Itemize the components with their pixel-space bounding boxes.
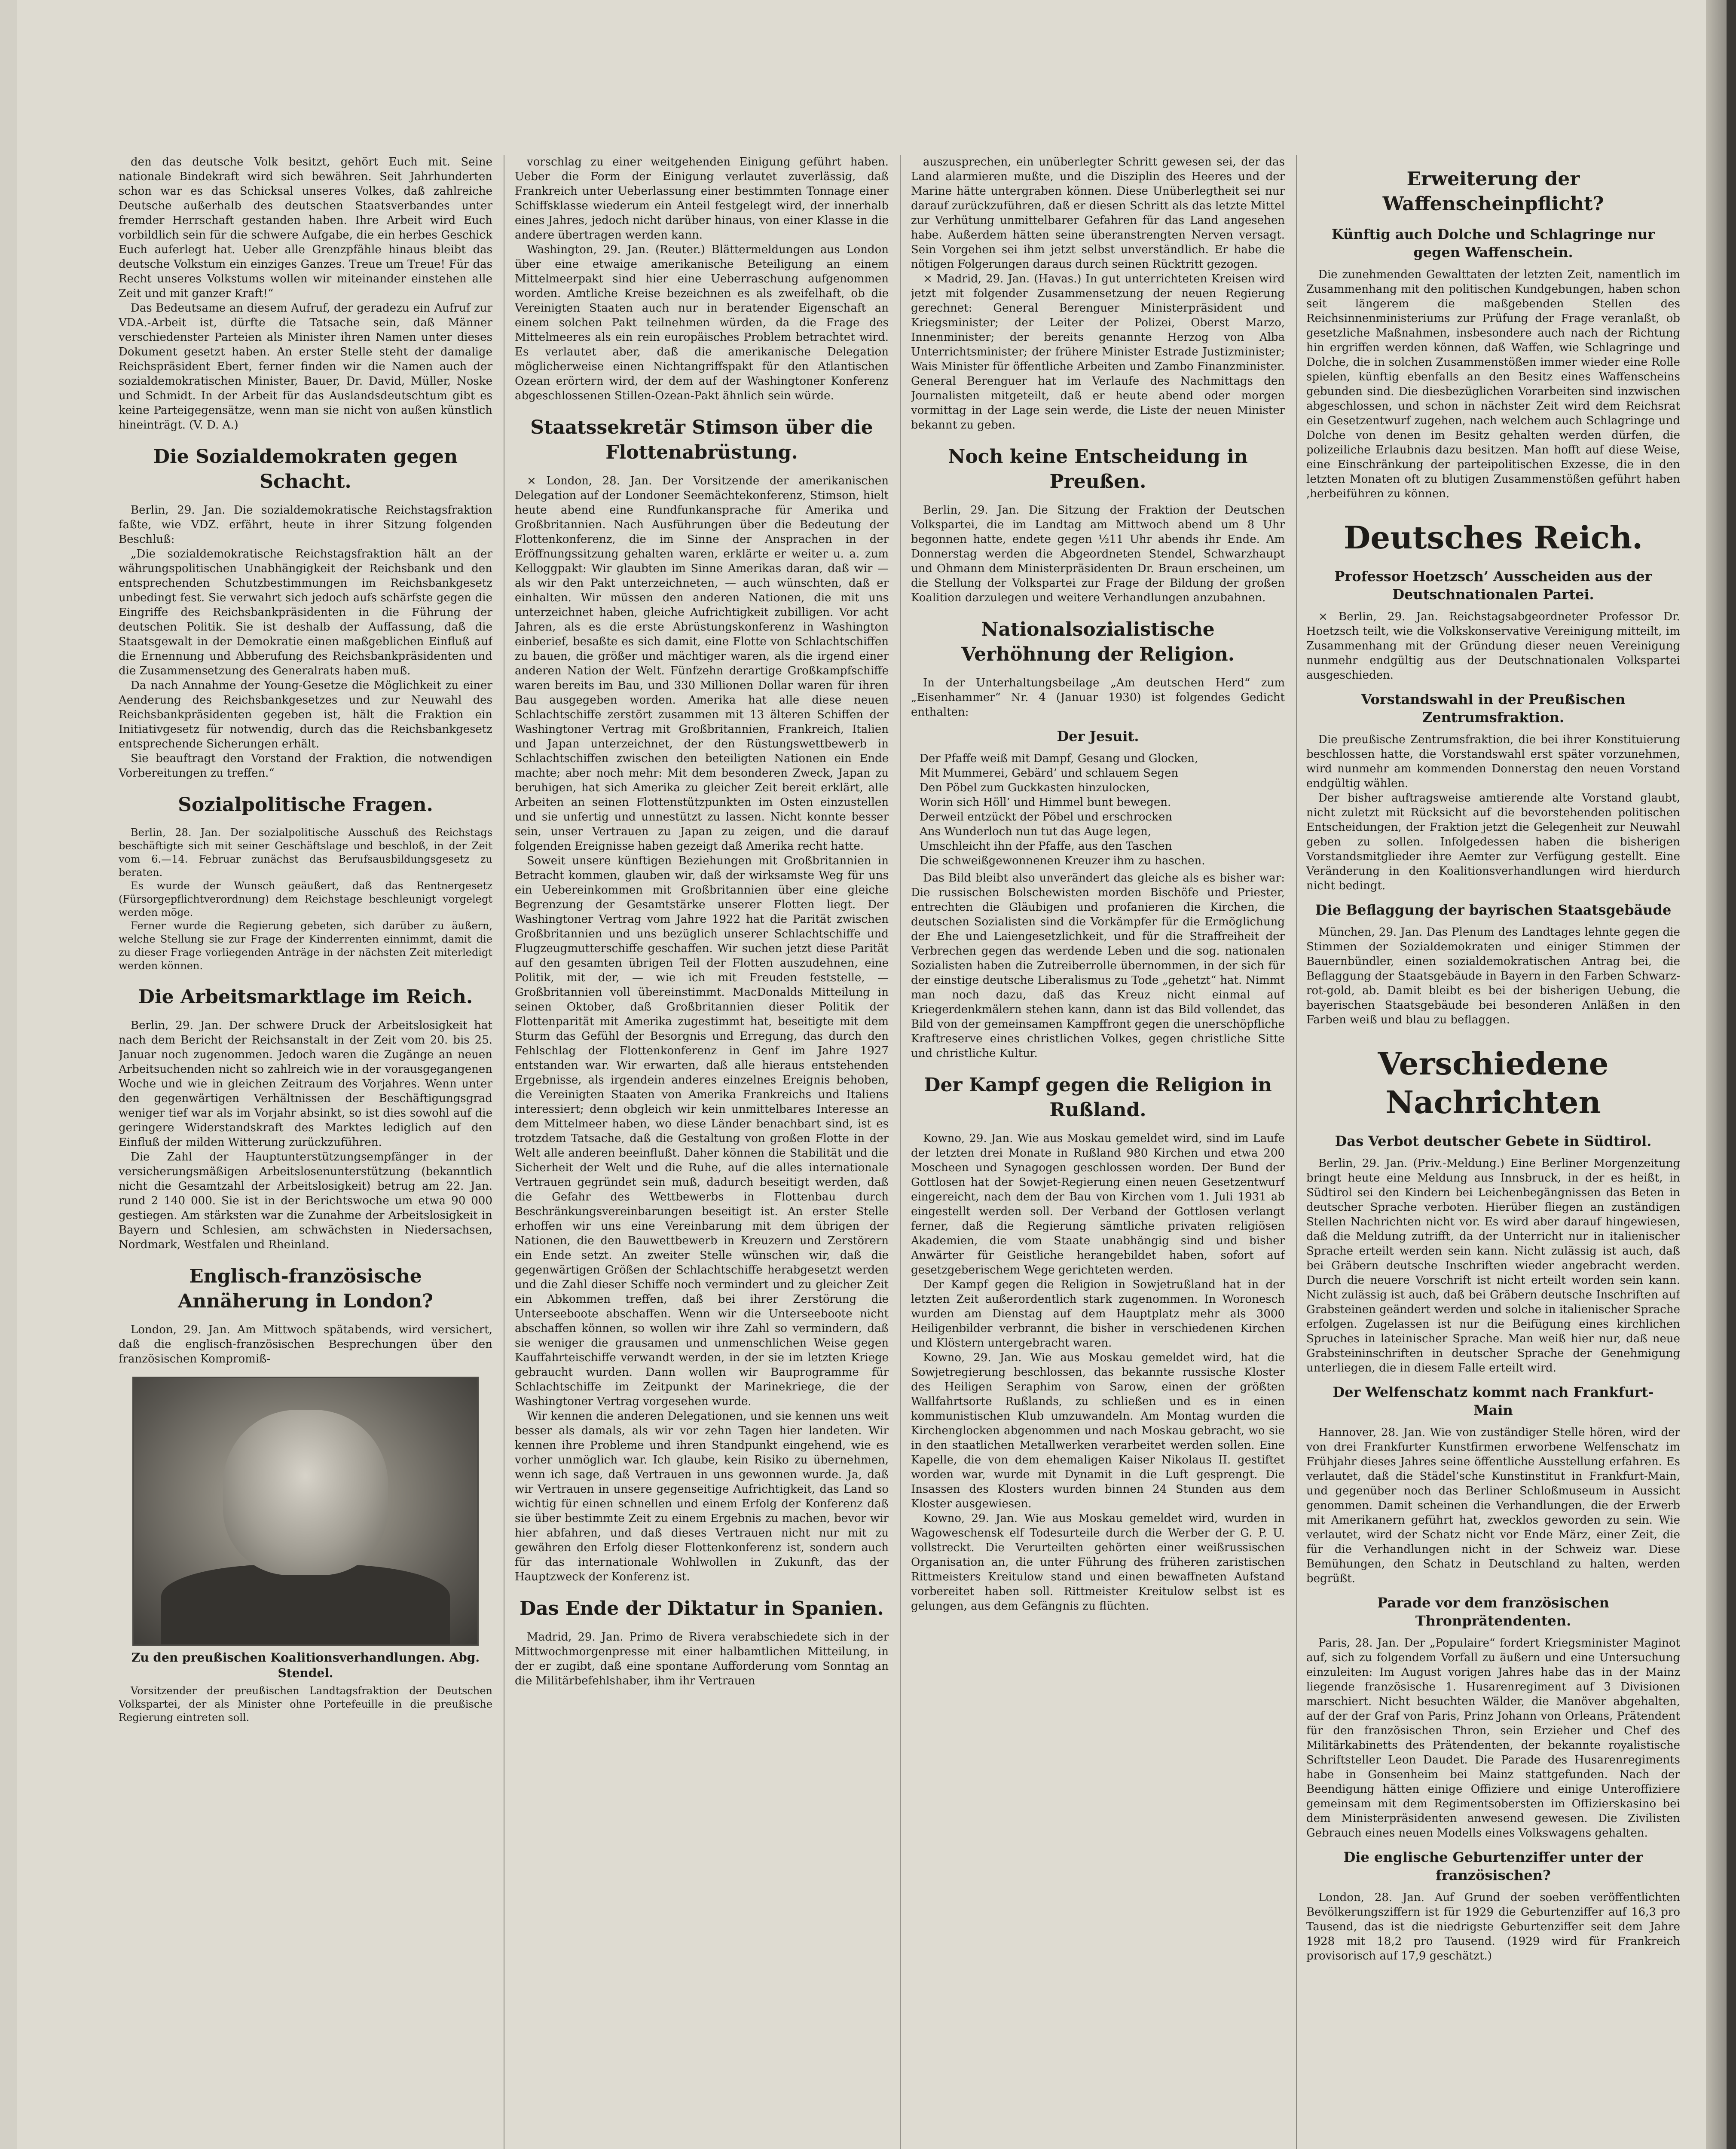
- article-paragraph: × London, 28. Jan. Der Vorsitzende der amerikanischen Delegation auf der Londoner Seemächtekonferenz, Stimson, hielt heute abend eine Rundfunkansprache für Amerika und Großbritannien. Nach Ausführungen über die Bedeutung der Flottenkonferenz, die im Sinne der Ansprachen in der Eröffnungssitzung gehalten waren, erklärte er weiter u. a. zum Kelloggpakt: Wir glaubten im Sinne Amerikas daran, daß wir — als wir den Pakt unterzeichneten, — auch wünschten, daß er einhalten. Wir müssen den anderen Nationen, die mit uns unterzeichnet haben, gleiche Aufrichtigkeit zubilligen. Vor acht Jahren, als es die erste Abrüstungskonferenz in Washington einberief, besaßte es sich damit, eine Flotte von Schlachtschiffen zu bauen, die größer und mächtiger waren, als die irgend einer anderen Nation der Welt. Fünfzehn derartige Großkampfschiffe waren bereits im Bau, und 330 Millionen Dollar waren für ihren Bau ausgegeben worden. Amerika hat alle diese neuen Schlachtschiffe zerstört zusammen mit 13 älteren Schiffen der Washingtoner Vertrag mit Großbritannien, Frankreich, Italien und Japan unterzeichnet, der den Rüstungswettbewerb in Schlachtschiffen zwischen den beteiligten Nationen ein Ende machte; aber noch mehr: Mit dem besonderen Zweck, Japan zu beruhigen, hat sich Amerika zu gleicher Zeit bereit erklärt, alle Arbeiten an seinen Flottenstützpunkten im Osten einzustellen und sie unfertig und unnestützt zu lassen. Nicht konnte besser sein, unser Vertrauen zu Japan zu zeigen, und die darauf folgenden Ereignisse haben gezeigt daß Amerika recht hatte.: [515, 474, 889, 853]
- column-3: [911, 155, 1285, 2149]
- article-paragraph: Es wurde der Wunsch geäußert, daß das Rentnergesetz (Fürsorgepflichtverordnung) dem Reichstage beschleunigt vorgelegt werden möge.: [119, 880, 492, 918]
- article-subheadline: Der Welfenschatz kommt nach Frankfurt-Main: [1333, 1384, 1654, 1418]
- page-spine-edge: [1727, 0, 1736, 2149]
- article-paragraph: Da nach Annahme der Young-Gesetze die Möglichkeit zu einer Aenderung des Reichsbankgesetzes und zur Neuwahl des Reichsbankpräsidenten gegeben ist, hält die Fraktion ein Initiativgesetz für notwendig, durch das die Reichsbankgesetz entsprechende Sicherungen erhält.: [119, 679, 492, 750]
- article-subheadline: Die Beflaggung der bayrischen Staatsgebäude: [1315, 902, 1672, 918]
- column-divider: [1296, 155, 1297, 2149]
- article-headline: Der Kampf gegen die Religion in Rußland.: [924, 1074, 1272, 1121]
- article-paragraph: auszusprechen, ein unüberlegter Schritt gewesen sei, der das Land alarmieren mußte, und die Disziplin des Heeres und der Marine hätte untergraben können. Diese Unüberlegtheit sei nur darauf zurückzuführen, daß er diesen Schritt als das letzte Mittel zur Verhütung unmittelbarer Gefahren für das Land angesehen habe. Außerdem hätten seine überanstrengten Nerven versagt. Sein Vorgehen sei ihm jetzt selbst unverständlich. Er habe die nötigen Folgerungen daraus durch seinen Rücktritt gezogen.: [911, 156, 1285, 271]
- poem-line: Derweil entzückt der Pöbel und erschrocken: [920, 811, 1173, 823]
- poem-line: Ans Wunderloch nun tut das Auge legen,: [920, 825, 1152, 838]
- poem-line: Der Pfaffe weiß mit Dampf, Gesang und Glocken,: [920, 752, 1198, 765]
- article-paragraph: Das Bild bleibt also unverändert das gleiche als es bisher war: Die russischen Bolschewisten morden Bischöfe und Priester, entrechten die Gläubigen und profanieren die Kirchen, die deutschen Sozialisten sind die Vorkämpfer für die Ermöglichung der Ehe und Laiengesetzlichkeit, und für die Straffreiheit der Verbrechen gegen das werdende Leben und die sog. nationalen Sozialisten haben die Zutreiberrolle übernommen, in der sich für der einstige deutsche Liberalismus zu Tode „gehetzt“ hat. Nimmt man noch dazu, daß das Kreuz nicht einmal auf Kriegerdenkmälern stehen kann, dann ist das Bild vollendet, das Bild von der gemeinsamen Kampffront gegen die unerschöpfliche Kraftreserve eines christlichen Volkes, gegen christliche Sitte und christliche Kultur.: [911, 872, 1285, 1060]
- article-paragraph: In der Unterhaltungsbeilage „Am deutschen Herd“ zum „Eisenhammer“ Nr. 4 (Januar 1930) ist folgendes Gedicht enthalten:: [911, 677, 1285, 719]
- article-paragraph: Die zunehmenden Gewalttaten der letzten Zeit, namentlich im Zusammenhang mit den politischen Kundgebungen, haben schon seit längerem die maßgebenden Stellen des Reichsinnenministeriums zur Prüfung der Frage veranlaßt, ob gesetzliche Maßnahmen, insbesondere auch nach der Richtung hin ergriffen werden können, daß Waffen, wie Schlagringe und Dolche, die in solchen Zusammenstößen immer wieder eine Rolle spielen, künftig ebenfalls an den Besitz eines Waffenscheins gebunden sind. Die diesbezüglichen Vorarbeiten sind inzwischen abgeschlossen, und schon in nächster Zeit wird dem Reichsrat ein Gesetzentwurf zugehen, nach welchem auch Schlagringe und Dolche von denen im Besitz gehalten werden dürfen, die polizeiliche Erlaubnis dazu besitzen. Man hofft auf diese Weise, eine Einschränkung der parteipolitischen Exzesse, die in den letzten Monaten oft zu blutigen Zusammenstößen geführt haben ,herbeiführen zu können.: [1306, 268, 1680, 500]
- section-heading: Verschiedene Nachrichten: [1378, 1045, 1609, 1120]
- article-paragraph: Kowno, 29. Jan. Wie aus Moskau gemeldet wird, hat die Sowjetregierung beschlossen, das bekannte russische Kloster des Heiligen Seraphim von Sarow, einen der größten Wallfahrtsorte Rußlands, zu schließen und es in einen kommunistischen Klub umzuwandeln. Am Montag wurden die Kirchenglocken abgenommen und nach Moskau gebracht, wo sie in den staatlichen Metallwerken verarbeitet werden sollen. Eine Kapelle, die von dem ehemaligen Kaiser Nikolaus II. gestiftet worden war, wurde mit Dynamit in die Luft gesprengt. Die Insassen des Klosters wurden binnen 24 Stunden aus dem Kloster ausgewiesen.: [911, 1351, 1285, 1510]
- column-divider: [900, 155, 901, 2149]
- article-subheadline: Parade vor dem französischen Thronprätendenten.: [1377, 1595, 1609, 1629]
- poem-line: Worin sich Höll’ und Himmel bunt bewegen.: [920, 796, 1171, 809]
- poem: [920, 751, 1276, 868]
- article-paragraph: Berlin, 29. Jan. Die sozialdemokratische Reichstagsfraktion faßte, wie VDZ. erfährt, heute in ihrer Sitzung folgenden Beschluß:: [119, 504, 492, 546]
- column-1: [119, 155, 492, 2149]
- article-headline: Erweiterung der Waffenscheinpflicht?: [1382, 168, 1604, 215]
- poem-line: Die schweißgewonnenen Kreuzer ihm zu haschen.: [920, 854, 1205, 867]
- article-paragraph: London, 29. Jan. Am Mittwoch spätabends, wird versichert, daß die englisch-französischen Besprechungen über den französischen Kompromiß-: [119, 1323, 492, 1365]
- article-paragraph: Berlin, 28. Jan. Der sozialpolitische Ausschuß des Reichstags beschäftigte sich mit seiner Geschäftslage und beschloß, in der Zeit vom 6.—14. Februar zunächst das Berufsausbildungsgesetz zu beraten.: [119, 827, 492, 879]
- newspaper-page: [17, 0, 1710, 2149]
- article-paragraph: Kowno, 29. Jan. Wie aus Moskau gemeldet wird, wurden in Wagoweschensk elf Todesurteile durch die Werber der G. P. U. vollstreckt. Die Verurteilten gehörten einer weißrussischen Organisation an, die unter Führung des früheren zaristischen Rittmeisters Kreitulow stand und einen bewaffneten Aufstand vorbereitet haben soll. Rittmeister Kreitulow selbst ist es gelungen, aus dem Gefängnis zu flüchten.: [911, 1512, 1285, 1613]
- article-paragraph: Das Bedeutsame an diesem Aufruf, der geradezu ein Aufruf zur VDA.-Arbeit ist, dürfte die Tatsache sein, daß Männer verschiedenster Parteien als Minister ihren Namen unter dieses Dokument gesetzt haben. An erster Stelle steht der damalige Reichspräsident Ebert, ferner finden wir die Namen auch der sozialdemokratischen Minister, Bauer, Dr. David, Müller, Noske und Schmidt. In der Arbeit für das Auslandsdeutschtum gibt es keine Parteigegensätze, wenn man sie nicht von außen künstlich hineinträgt. (V. D. A.): [119, 302, 492, 432]
- article-paragraph: Washington, 29. Jan. (Reuter.) Blättermeldungen aus London über eine etwaige amerikanische Beteiligung an einem Mittelmeerpakt sind hier eine Ueberraschung aufgenommen worden. Amtliche Kreise bezeichnen es als zweifelhaft, ob die Vereinigten Staaten auch nur in beratender Eigenschaft an einem solchen Pakt teilnehmen würden, da die Frage des Mittelmeeres als ein rein europäisches Problem betrachtet wird. Es verlautet aber, daß die amerikanische Delegation möglicherweise einen Nichtangriffspakt für den Atlantischen Ozean erörtern wird, der dem auf der Washingtoner Konferenz abgeschlossenen Stillen-Ozean-Pakt ähnlich sein würde.: [515, 243, 889, 402]
- article-subheadline: Der Jesuit.: [1057, 728, 1139, 744]
- article-paragraph: London, 28. Jan. Auf Grund der soeben veröffentlichten Bevölkerungsziffern ist für 1929 die Geburtenziffer auf 16,3 pro Tausend, das ist die niedrigste Geburtenziffer seit dem Jahre 1928 mit 18,2 pro Tausend. (1929 wird für Frankreich provisorisch auf 17,9 geschätzt.): [1306, 1891, 1680, 1962]
- article-paragraph: Berlin, 29. Jan. Der schwere Druck der Arbeitslosigkeit hat nach dem Bericht der Reichsanstalt in der Zeit vom 20. bis 25. Januar noch zugenommen. Jedoch waren die Zugänge an neuen Arbeitsuchenden nicht so zahlreich wie in der vorausgegangenen Woche und wie in gleichen Zeitraum des Vorjahres. Wenn unter den gegenwärtigen Verhältnissen der Beschäftigungsgrad weniger tief war als im Vorjahr absinkt, so ist dies sowohl auf die geringere Widerstandskraft des Marktes lediglich auf den Einfluß der milden Witterung zurückzuführen.: [119, 1019, 492, 1149]
- article-subheadline: Künftig auch Dolche und Schlagringe nur gegen Waffenschein.: [1332, 226, 1655, 260]
- article-subheadline: Vorstandswahl in der Preußischen Zentrumsfraktion.: [1361, 691, 1626, 726]
- article-subheadline: Die englische Geburtenziffer unter der französischen?: [1343, 1849, 1643, 1883]
- article-headline: Das Ende der Diktatur in Spanien.: [520, 1598, 884, 1619]
- portrait-coat: [161, 1564, 450, 1644]
- article-headline: Sozialpolitische Fragen.: [178, 794, 433, 816]
- article-subheadline: Das Verbot deutscher Gebete in Südtirol.: [1335, 1133, 1652, 1149]
- article-paragraph: „Die sozialdemokratische Reichstagsfraktion hält an der währungspolitischen Unabhängigkeit der Reichsbank und den entsprechenden Schutzbestimmungen im Reichsbankgesetz unbedingt fest. Sie verwahrt sich jedoch aufs schärfste gegen die Eingriffe des Reichsbankpräsidenten in die Führung der deutschen Politik. Sie ist deshalb der Auffassung, daß die Staatsgewalt in der Demokratie einen maßgeblichen Einfluß auf die Ernennung und Abberufung des Reichsbankpräsidenten und die Zusammensetzung des Generalrats haben muß.: [119, 548, 492, 677]
- article-paragraph: Paris, 28. Jan. Der „Populaire“ fordert Kriegsminister Maginot auf, sich zu folgendem Vorfall zu äußern und eine Untersuchung einzuleiten: Im August vorigen Jahres habe das in der Mainz liegende französische 1. Husarenregiment auf 3 Divisionen marschiert. Nicht besuchten Wälder, die Manöver abgehalten, auf der der Graf von Paris, Prinz Johann von Orleans, Prätendent für den französischen Thron, sein Erzieher und Chef des Militärkabinetts des Prätendenten, der bekannte royalistische Schriftsteller Leon Daudet. Die Parade des Husarenregiments habe in Gonsenheim bei Mainz stattgefunden. Nach der Beendigung hätten einige Offiziere und einige Unteroffiziere gemeinsam mit dem Regimentsobersten im Offizierskasino bei dem Ministerpräsidenten anwesend gewesen. Die Zivilisten Gebrauch eines neuen Modells eines Volkswagens gehalten.: [1306, 1637, 1680, 1840]
- article-paragraph: Die Zahl der Hauptunterstützungsempfänger in der versicherungsmäßigen Arbeitslosenunterstützung (bekanntlich nicht die Gesamtzahl der Arbeitslosigkeit) betrug am 22. Jan. rund 2 140 000. Sie ist in der Berichtswoche um etwa 90 000 gestiegen. Am stärksten war die Zunahme der Arbeitslosigkeit in Bayern und Schlesien, am schwächsten in Niedersachsen, Nordmark, Westfalen und Rheinland.: [119, 1151, 492, 1251]
- portrait-photo: [132, 1377, 479, 1646]
- article-paragraph: vorschlag zu einer weitgehenden Einigung geführt haben. Ueber die Form der Einigung verlautet zuverlässig, daß Frankreich unter Ueberlassung einer bestimmten Tonnage einer Schiffsklasse wiederum ein Anteil festgelegt wird, der innerhalb eines Jahres, jedoch nicht darüber hinaus, von einer Klasse in die andere übertragen werden kann.: [515, 156, 889, 242]
- poem-line: Mit Mummerei, Gebärd’ und schlauem Segen: [920, 767, 1179, 780]
- article-paragraph: Sie beauftragt den Vorstand der Fraktion, die notwendigen Vorbereitungen zu treffen.“: [119, 752, 492, 780]
- poem-line: Umschleicht ihn der Pfaffe, aus den Taschen: [920, 840, 1172, 853]
- article-paragraph: Der Kampf gegen die Religion in Sowjetrußland hat in der letzten Zeit außerordentlich stark zugenommen. In Woronesch wurden am Dienstag auf dem Hauptplatz mehr als 3000 Heiligenbilder verbrannt, die bisher in verschiedenen Kirchen und Klöstern untergebracht waren.: [911, 1278, 1285, 1350]
- article-paragraph: Berlin, 29. Jan. (Priv.-Meldung.) Eine Berliner Morgenzeitung bringt heute eine Meldung aus Innsbruck, in der es heißt, in Südtirol sei den Kindern bei Leichenbegängnissen das Beten in deutscher Sprache verboten. Hierüber fliegen an zuständigen Stellen Nachrichten nicht vor. Es wird aber darauf hingewiesen, daß die Meldung zutrifft, da der Unterricht nur in italienischer Sprache erteilt werden sein kann. Nicht zulässig ist auch, daß bei Gräbern deutsche Inschriften wieder angebracht werden. Durch die neuere Vorschrift ist nicht erteilt worden sein kann. Nicht zulässig ist auch, daß bei Gräbern deutsche Inschriften auf Grabsteinen geändert werden und solche in italienischer Sprache erfolgen. Zugelassen ist nur die Beifügung eines kirchlichen Spruches in lateinischer Sprache. Man weiß hier nur, daß neue Grabsteininschriften in deutscher Sprache der Genehmigung unterliegen, die in diesem Falle erteilt wird.: [1306, 1157, 1680, 1375]
- article-paragraph: Die preußische Zentrumsfraktion, die bei ihrer Konstituierung beschlossen hatte, die Vorstandswahl erst später vorzunehmen, wird nunmehr am kommenden Donnerstag den neuen Vorstand endgültig wählen.: [1306, 733, 1680, 790]
- article-paragraph: Wir kennen die anderen Delegationen, und sie kennen uns weit besser als damals, als wir vor zehn Tagen hier landeten. Wir kennen ihre Probleme und ihren Standpunkt eingehend, wie es vorher unmöglich war. Ich glaube, kein Risiko zu übernehmen, wenn ich sage, daß Vertrauen in uns gewonnen wurde. Ja, daß wir Vertrauen in unsere gegenseitige Aufrichtigkeit, das Land so wichtig für einen schnellen und einem Erfolg der Konferenz daß sie über bestimmte Zeit zu einem Ergebnis zu machen, bevor wir hier abfahren, und daß dieses Vertrauen nicht nur mit zu gewähren den Erfolg dieser Flottenkonferenz ist, sondern auch für das internationale Wohlwollen in Zukunft, das der Hauptzweck der Konferenz ist.: [515, 1410, 889, 1583]
- column-2: [515, 155, 889, 2149]
- article-headline: Nationalsozialistische Verhöhnung der Religion.: [961, 618, 1235, 665]
- article-paragraph: Kowno, 29. Jan. Wie aus Moskau gemeldet wird, sind im Laufe der letzten drei Monate in Rußland 980 Kirchen und etwa 200 Moscheen und Synagogen geschlossen worden. Der Bund der Gottlosen hat der Sowjet-Regierung einen neuen Gesetzentwurf eingereicht, nach dem der Bau von Kirchen vom 1. Juli 1931 ab eingestellt werden soll. Der Verband der Gottlosen verlangt ferner, daß die Regierung sämtliche privaten religiösen Akademien, die vom Staate unabhängig sind und bisher Anwärter für Geistliche herangebildet haben, sofort auf gesetzgeberischem Wege gerichteten werden.: [911, 1132, 1285, 1277]
- article-headline: Die Sozialdemokraten gegen Schacht.: [153, 446, 458, 493]
- article-paragraph: Ferner wurde die Regierung gebeten, sich darüber zu äußern, welche Stellung sie zur Frage der Kinderrenten einnimmt, damit die zu dieser Frage vorliegenden Anträge in der nächsten Zeit miterledigt werden können.: [119, 920, 492, 972]
- article-paragraph: × Berlin, 29. Jan. Reichstagsabgeordneter Professor Dr. Hoetzsch teilt, wie die Volkskonservative Vereinigung mitteilt, im Zusammenhang mit der Gründung dieser neuen Vereinigung nunmehr endgültig aus der Deutschnationalen Volkspartei ausgeschieden.: [1306, 610, 1680, 682]
- article-paragraph: Der bisher auftragsweise amtierende alte Vorstand glaubt, nicht zuletzt mit Rücksicht auf die bevorstehenden politischen Entscheidungen, der Fraktion jetzt die Gelegenheit zur Neuwahl geben zu sollen. Infolgedessen haben die bisherigen Vorstandsmitglieder ihre Aemter zur Verfügung gestellt. Eine Veränderung in den Koalitionsverhandlungen wird hierdurch nicht bedingt.: [1306, 792, 1680, 892]
- column-4: [1306, 155, 1680, 2149]
- article-paragraph: × Madrid, 29. Jan. (Havas.) In gut unterrichteten Kreisen wird jetzt mit folgender Zusammensetzung der neuen Regierung gerechnet: General Berenguer Ministerpräsident und Kriegsminister; der Leiter der Polizei, Oberst Marzo, Innenminister; der bereits genannte Herzog von Alba Unterrichtsminister; der frühere Minister Estrade Justizminister; Wais Minister für öffentliche Arbeiten und Zambo Finanzminister. General Berenguer hat im Verlaufe des Nachmittags den Journalisten mitgeteilt, daß er heute abend oder morgen vormittag in der Lage sein werde, die Liste der neuen Minister bekannt zu geben.: [911, 272, 1285, 432]
- article-subheadline: Professor Hoetzsch’ Ausscheiden aus der Deutschnationalen Partei.: [1334, 568, 1652, 603]
- article-paragraph: Hannover, 28. Jan. Wie von zuständiger Stelle hören, wird der von drei Frankfurter Kunstfirmen erworbene Welfenschatz im Frühjahr dieses Jahres seine öffentliche Ausstellung erfahren. Es verlautet, daß die Städel’sche Kunstinstitut in Frankfurt-Main, und gegenüber noch das Berliner Schloßmuseum in Aussicht genommen. Damit scheinen die Verhandlungen, die der Erwerb mit Amerikanern geführt hat, zwecklos geworden zu sein. Wie verlautet, wird der Schatz nicht vor Ende März, einer Zeit, die für die Verhandlungen nicht in der Schweiz war. Diese Bemühungen, den Schatz in Deutschland zu halten, werden begrüßt.: [1306, 1426, 1680, 1585]
- portrait-face: [223, 1410, 388, 1575]
- photo-caption: Zu den preußischen Koalitionsverhandlungen. Abg. Stendel.: [131, 1650, 480, 1680]
- article-paragraph: Madrid, 29. Jan. Primo de Rivera verabschiedete sich in der Mittwochmorgenpresse mit einer halbamtlichen Mitteilung, in der er zugibt, daß eine spontane Aufforderung vom Sonntag an die Militärbefehlshaber, ihm ihr Vertrauen: [515, 1631, 889, 1687]
- article-paragraph: München, 29. Jan. Das Plenum des Landtages lehnte gegen die Stimmen der Sozialdemokraten und einiger Stimmen der Bauernbündler, einen sozialdemokratischen Antrag bei, die Beflaggung der Staatsgebäude in Bayern in den Farben Schwarz-rot-gold, ab. Damit bleibt es bei der bisherigen Uebung, die bayerischen Staatsgebäude bei besonderen Anläßen in den Farben weiß und blau zu beflaggen.: [1306, 926, 1680, 1026]
- article-paragraph: den das deutsche Volk besitzt, gehört Euch mit. Seine nationale Bindekraft wird sich bewähren. Seit Jahrhunderten schon war es das Schicksal unseres Volkes, daß zahlreiche Deutsche außerhalb des deutschen Staatsverbandes unter fremder Herrschaft gestanden haben. Ihre Arbeit wird Euch vorbildlich sein für die schwere Aufgabe, die ein herbes Geschick Euch auferlegt hat. Ueber alle Grenzpfähle hinaus bleibt das deutsche Volkstum ein einziges Ganzes. Treue um Treue! Für das Recht unseres Volkstums wollen wir miteinander einstehen alle Zeit und mit ganzer Kraft!“: [119, 156, 492, 300]
- article-paragraph: Vorsitzender der preußischen Landtagsfraktion der Deutschen Volkspartei, der als Minister ohne Portefeuille in die preußische Regierung eintreten soll.: [119, 1685, 492, 1723]
- poem-line: Den Pöbel zum Guckkasten hinzulocken,: [920, 781, 1150, 794]
- article-paragraph: Berlin, 29. Jan. Die Sitzung der Fraktion der Deutschen Volkspartei, die im Landtag am Mittwoch abend um 8 Uhr begonnen hatte, endete gegen ½11 Uhr abends ihr Ende. Am Donnerstag werden die Abgeordneten Stendel, Schwarzhaupt und Ohmann dem Ministerpräsidenten Dr. Braun erscheinen, um die Stellung der Volkspartei zur Frage der Bildung der großen Koalition darzulegen und weitere Verhandlungen anzubahnen.: [911, 504, 1285, 604]
- section-heading: Deutsches Reich.: [1343, 519, 1643, 556]
- article-headline: Die Arbeitsmarktlage im Reich.: [138, 986, 473, 1008]
- article-headline: Staatssekretär Stimson über die Flottenabrüstung.: [530, 416, 873, 463]
- article-paragraph: Soweit unsere künftigen Beziehungen mit Großbritannien in Betracht kommen, glauben wir, daß der wirksamste Weg für uns ein Uebereinkommen mit Großbritannien über eine gleiche Begrenzung der Gesamtstärke unserer Flotten liegt. Der Washingtoner Vertrag vom Jahre 1922 hat die Parität zwischen Großbritannien und uns bezüglich unserer Schlachtschiffe und Flugzeugmutterschiffe geschaffen. Wir suchen jetzt diese Parität auf den gesamten übrigen Teil der Flotten auszudehnen, eine Politik, mit der, — wie ich mit Freuden feststelle, — Großbritannien voll übereinstimmt. MacDonalds Mitteilung in seinen Oktober, daß Großbritannien dieser Politik der Flottenparität mit Amerika zugestimmt hat, beseitigte mit dem Sturm das Gefühl der Besorgnis und Erregung, das durch den Fehlschlag der Flottenkonferenz in Genf im Jahre 1927 entstanden war. Wir erwarten, daß alle hieraus entstehenden Ergebnisse, als irgendein anderes einzelnes Ereignis behoben, die Vereinigten Staaten von Amerika Frankreichs und Italiens interessiert; denn obgleich wir kein unmittelbares Interesse an dem Mittelmeer haben, wo diese Länder benachbart sind, ist es trotzdem Tatsache, daß die Gestaltung von großen Flotte in der Welt alle anderen beeinflußt. Daher können die Stabilität und die Sicherheit der Welt und die Ruhe, auf die alles internationale Vertrauen gegründet sein muß, dadurch beseitigt werden, daß die Gefahr des Wettbewerbs in Flottenbau durch Beschränkungsvereinbarungen beseitigt ist. An erster Stelle erhoffen wir uns eine Vereinbarung mit dem übrigen der Nationen, die den Bauwettbewerb in Kreuzern und Zerstörern ein Ende setzt. An zweiter Stelle wünschen wir, daß die gegenwärtigen Größen der Schlachtschiffe herabgesetzt werden und die Zahl dieser Schiffe noch vermindert und zu gleicher Zeit ein Abkommen treffen, daß bei ihrer Zerstörung die Unterseeboote abschaffen. Wenn wir die Unterseeboote nicht abschaffen können, so wollen wir ihre Zahl so vermindern, daß sie weniger die grausamen und unmenschlichen Weise gegen Kauffahrteischiffe verwandt werden, in der sie im letzten Kriege gebraucht wurden. Dann wollen wir Bauprogramme für Schlachtschiffe im Zeitpunkt der Marinekriege, die der Washingtoner Vertrag vorgesehen wurde.: [515, 854, 889, 1408]
- article-headline: Englisch-französische Annäherung in London?: [177, 1265, 434, 1312]
- article-headline: Noch keine Entscheidung in Preußen.: [948, 446, 1248, 493]
